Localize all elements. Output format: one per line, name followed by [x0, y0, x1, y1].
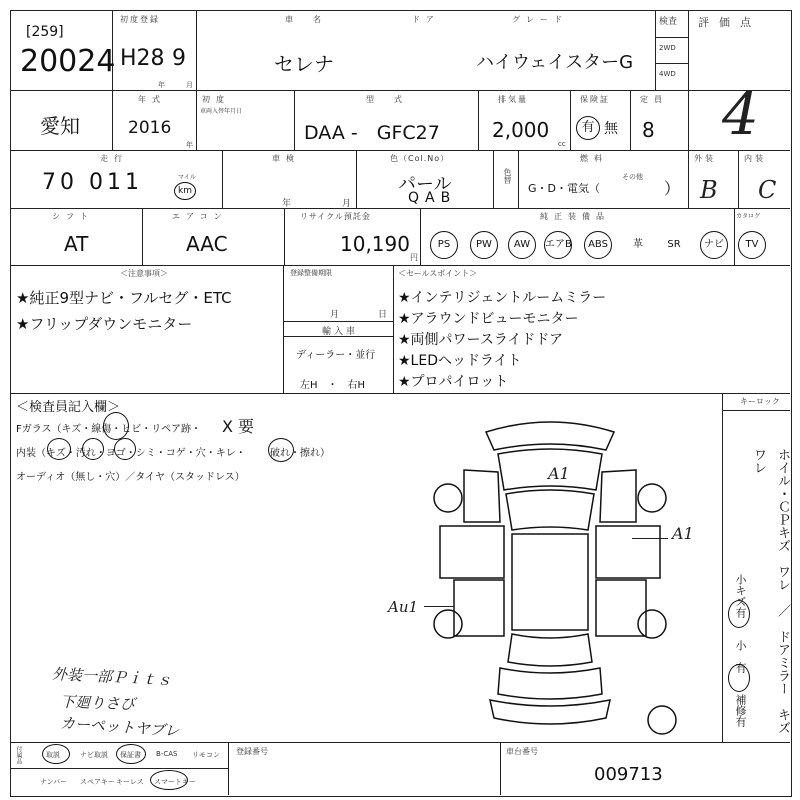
interior-value: C [758, 176, 777, 204]
footer-item: キーレス [116, 778, 144, 786]
wheel-rear-left [434, 610, 462, 638]
footer-circle [42, 744, 70, 764]
color-change: 色替 [503, 168, 512, 184]
import-label: 輸入車 [322, 327, 359, 337]
grid-line [10, 150, 790, 151]
footer-item: B-CAS [156, 750, 178, 758]
grid-line [10, 90, 790, 91]
note-line: ★フリップダウンモニター [16, 315, 193, 333]
right-side-small3: 補修有 [734, 694, 747, 727]
equipment-item: PW [470, 231, 498, 259]
grid-line [10, 393, 790, 394]
warranty-month: 月 [330, 310, 340, 320]
exterior-value: B [700, 176, 718, 204]
lot-label: [259] [26, 24, 64, 40]
footer-item: ナンバー [40, 778, 68, 786]
grade: ハイウェイスターG [476, 52, 634, 73]
grid-line [283, 265, 284, 393]
aircon-value: AAC [186, 232, 228, 256]
catalog-label: カタログ [736, 213, 761, 220]
grid-line [228, 742, 229, 795]
grid-line [112, 90, 113, 150]
exterior-label: 外装 [694, 154, 716, 163]
insurance-yes [576, 116, 600, 140]
color-code: QAB [408, 190, 457, 206]
recycle-label: リサイクル預託金 [300, 212, 371, 221]
year-value: 2016 [128, 118, 172, 138]
fuel-close: ） [664, 179, 681, 198]
grid-line [283, 321, 393, 322]
first-reg-label-2: 初度 [202, 95, 230, 104]
grid-line [196, 90, 197, 150]
footer-item: スマートキー [154, 778, 196, 786]
lot-number: 20024 [20, 44, 116, 79]
grid-line [722, 393, 723, 742]
fuel-options: G・D・電気（ [528, 182, 600, 195]
grid-line [655, 63, 688, 64]
color-value: パール [398, 174, 452, 195]
right-circle [728, 600, 750, 628]
grid-line [493, 150, 494, 208]
car-name: セレナ [274, 52, 334, 76]
roof [512, 534, 588, 630]
shift-value: AT [64, 232, 89, 256]
handwritten-note: カーペットヤブレ [59, 713, 180, 741]
recycle-unit: 円 [410, 253, 418, 262]
spare-tire [648, 706, 676, 734]
rear-bumper [490, 700, 610, 724]
drive-4wd: 4WD [659, 70, 676, 78]
rating-label: 評価点 [698, 16, 761, 29]
model-label: 型 式 [366, 95, 408, 104]
warranty-label: 登録整備期限 [290, 269, 332, 277]
grid-line [518, 150, 519, 208]
chassis-label: 車台番号 [506, 747, 538, 756]
grid-line [356, 150, 357, 208]
glass-line: Fガラス（キズ・線傷・ヒビ・リペア跡・ [16, 424, 202, 435]
door-label: ドア [412, 15, 440, 24]
first-reg-month-unit: 月 [186, 81, 193, 89]
grid-line [478, 90, 479, 150]
wheel-rear-right [638, 610, 666, 638]
recycle-value: 10,190 [340, 232, 410, 256]
grid-line [10, 208, 790, 209]
chassis-value: 009713 [594, 764, 663, 785]
interior-circle [268, 438, 294, 462]
displacement-label: 排気量 [498, 95, 528, 104]
footer-circle [116, 744, 146, 764]
equipment-item: 革 [633, 239, 643, 250]
sales-point: ★プロパイロット [398, 374, 509, 390]
grid-line [500, 742, 501, 795]
sales-point: ★インテリジェントルームミラー [398, 290, 607, 306]
grid-line [688, 10, 689, 150]
damage-mark: Au1 [388, 598, 419, 616]
note-line: ★純正9型ナビ・フルセグ・ETC [16, 289, 232, 307]
insurance-label: 保険証 [580, 95, 610, 104]
year-unit: 年 [186, 141, 193, 149]
grid-line [630, 90, 631, 150]
audio-line: オーディオ（無し・穴）／タイヤ（スタッドレス） [16, 472, 245, 483]
year-label: 年式 [138, 95, 166, 104]
inspection-month: 月 [342, 199, 352, 209]
grid-line [196, 10, 197, 90]
equipment-item: TV [738, 231, 766, 259]
inspection-year: 年 [282, 199, 292, 209]
check-label: 検査 [659, 17, 678, 27]
sales-label: ＜セールスポイント＞ [398, 269, 478, 278]
grid-line [222, 150, 223, 208]
interior-label: 内装 [744, 154, 766, 163]
footer-item: ナビ取説 [80, 751, 108, 759]
mileage-unit-text: km [178, 186, 192, 196]
grid-line [420, 208, 421, 265]
right-circle [728, 664, 750, 692]
handwritten-note: 下廻りさび [59, 692, 136, 714]
mark-leader [424, 606, 454, 607]
mileage-value: 70 011 [42, 170, 143, 195]
interior-line2: 破れ・擦れ） [270, 448, 330, 459]
sales-point: ★アラウンドビューモニター [398, 311, 579, 327]
capacity-value: 8 [642, 118, 655, 142]
footer-item: リモコン [192, 751, 220, 759]
grid-line [10, 768, 228, 769]
handwritten-note: 外装一部Ｐｉｔｓ [51, 664, 173, 690]
tailgate [498, 668, 602, 699]
footer-item: 取説 [46, 751, 60, 759]
inspection-title: ＜検査員記入欄＞ [16, 400, 121, 415]
shift-label: シフト [52, 212, 94, 221]
first-reg-month: 9 [172, 46, 186, 71]
grid-line [655, 10, 656, 90]
glass-circle [103, 412, 129, 440]
first-reg-year-unit: 年 [158, 81, 165, 89]
mileage-label: 走行 [100, 154, 128, 163]
interior-circle [82, 438, 104, 460]
import-side: 左H ・ 右H [300, 380, 366, 391]
notes-label: ＜注意事項＞ [120, 269, 168, 278]
grid-line [722, 410, 790, 411]
wheel-front-left [434, 484, 462, 512]
displacement-unit: cc [558, 140, 566, 148]
footer-circle [150, 770, 188, 790]
grid-line [738, 150, 739, 208]
keylock-label: キーロック [740, 397, 780, 406]
grid-line [688, 150, 689, 208]
right-side-small1: 小キズ有 [734, 574, 747, 618]
insurance-no: 無 [604, 121, 618, 137]
sales-point: ★両側パワースライドドア [398, 332, 564, 348]
right-side-small2: 小 有 [734, 640, 747, 673]
right-side-text: ホイル・ＣＰキズ ワレ ／ ドアミラー キズ ワレ [751, 448, 790, 747]
reg-label: 登録番号 [236, 747, 268, 756]
grid-line [570, 90, 571, 150]
aircon-label: エアコン [172, 212, 228, 221]
grid-line [142, 208, 143, 265]
equip-label: 純正装備品 [540, 212, 610, 221]
windshield [506, 490, 594, 530]
fender-right [600, 470, 636, 522]
equipment-item: PS [430, 231, 458, 259]
footer-item: スペアキー [80, 778, 115, 786]
equipment-item: AW [508, 231, 536, 259]
mileage-unit [174, 182, 196, 200]
location: 愛知 [40, 114, 80, 138]
interior-circle [47, 438, 71, 460]
first-reg-label: 初度登録 [120, 15, 160, 24]
mileage-alt: マイル [178, 174, 196, 181]
grid-line [655, 37, 688, 38]
interior-circle [114, 438, 136, 460]
equipment-item: ABS [584, 231, 612, 259]
fender-left [464, 470, 500, 522]
displacement-value: 2,000 [492, 118, 550, 142]
grid-line [734, 208, 735, 265]
damage-mark: A1 [672, 524, 694, 543]
drive-2wd: 2WD [659, 44, 676, 52]
grid-line [294, 90, 295, 150]
capacity-label: 定員 [640, 95, 668, 104]
front-bumper [486, 422, 614, 450]
rating-value: 4 [722, 80, 759, 148]
glass-mark: X 要 [222, 417, 255, 436]
wheel-front-right [638, 484, 666, 512]
door-left-front [440, 526, 504, 578]
fuel-label: 燃料 [580, 154, 608, 163]
car-diagram [420, 412, 680, 742]
car-name-label: 車 名 [285, 15, 327, 24]
grid-line [10, 742, 790, 743]
import-type: ディーラー・並行 [296, 350, 376, 361]
grade-label: グレード [512, 15, 568, 24]
mark-leader [632, 538, 668, 539]
fuel-other: その他 [622, 173, 643, 181]
first-reg-sub: 車両入替年月日 [200, 108, 243, 115]
grid-line [393, 265, 394, 393]
damage-mark: A1 [548, 464, 570, 483]
inspection-label: 車検 [272, 154, 300, 163]
equipment-item: SR [667, 239, 681, 250]
interior-line: 内装（キズ・汚れ・ヨゴ・シミ・コゲ・穴・キレ・ [16, 448, 246, 459]
model-value: DAA - GFC27 [304, 122, 440, 144]
grid-line [284, 208, 285, 265]
door-right-front [596, 526, 660, 578]
rear-window [508, 634, 592, 666]
equipment-item: エアB [544, 231, 572, 259]
insurance-yes-text: 有 [581, 120, 595, 135]
grid-line [10, 265, 790, 266]
color-label: 色（Col.No） [390, 154, 450, 163]
warranty-day: 日 [378, 310, 388, 320]
first-reg-value: H28 [120, 46, 165, 71]
footer-item: 保証書 [120, 751, 141, 759]
footer-side-label: 付属品 [15, 746, 22, 764]
sales-point: ★LEDヘッドライト [398, 353, 522, 369]
equipment-item: ナビ [700, 231, 728, 259]
